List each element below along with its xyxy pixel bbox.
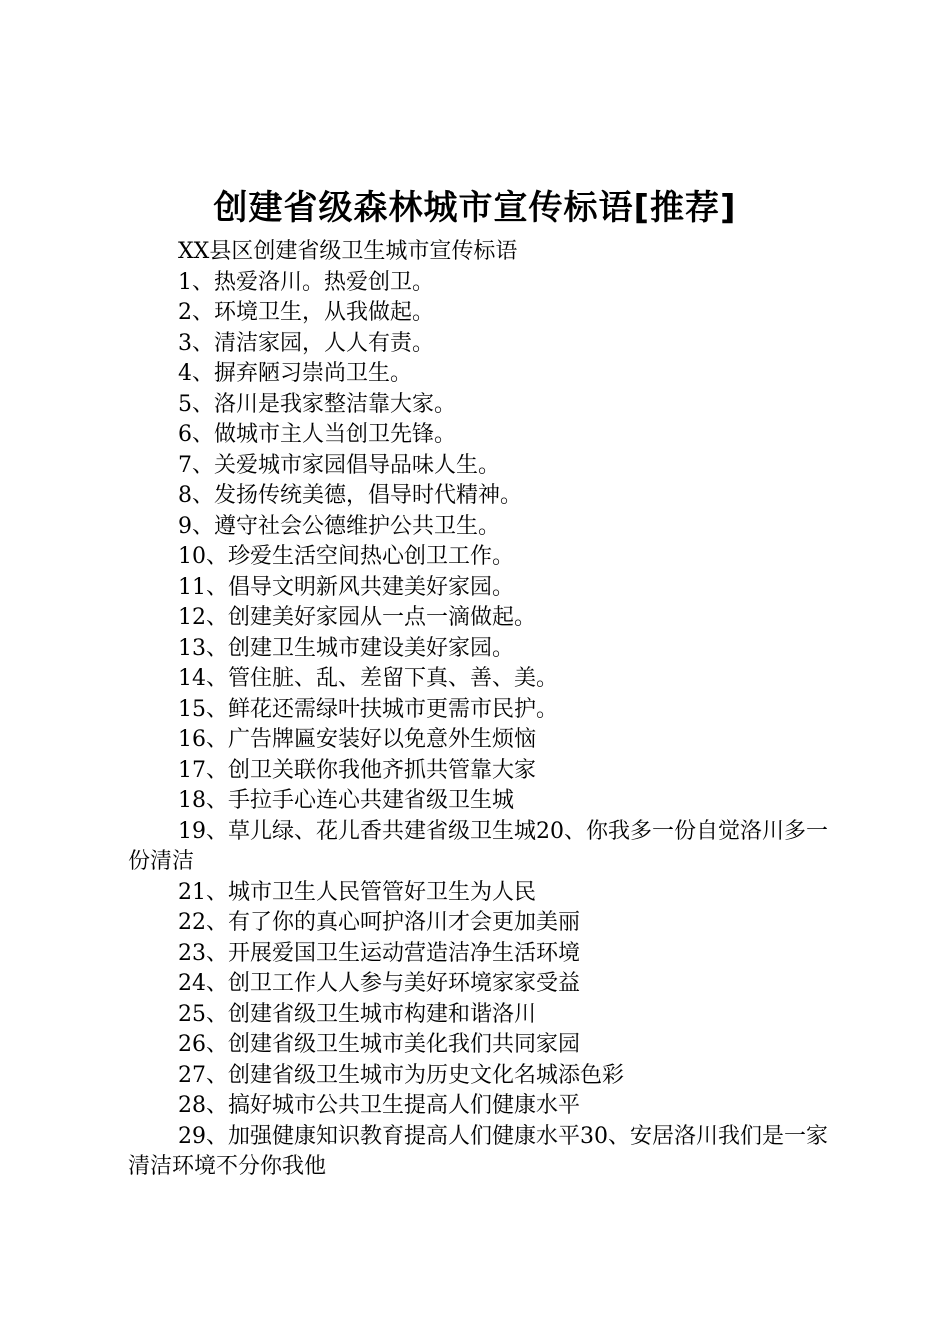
paragraph: 28、搞好城市公共卫生提高人们健康水平 bbox=[178, 1093, 580, 1118]
paragraph: 10、珍爱生活空间热心创卫工作。 bbox=[178, 544, 514, 569]
document-body bbox=[128, 237, 838, 1183]
paragraph: 11、倡导文明新风共建美好家园。 bbox=[178, 574, 514, 600]
paragraph: 12、创建美好家园从一点一滴做起。 bbox=[178, 605, 536, 630]
paragraph: 15、鲜花还需绿叶扶城市更需市民护。 bbox=[178, 696, 558, 722]
paragraph: 26、创建省级卫生城市美化我们共同家园 bbox=[178, 1032, 580, 1057]
paragraph: 5、洛川是我家整洁靠大家。 bbox=[178, 391, 456, 417]
paragraph: 25、创建省级卫生城市构建和谐洛川 bbox=[178, 1001, 536, 1027]
paragraph: 22、有了你的真心呵护洛川才会更加美丽 bbox=[178, 910, 580, 935]
paragraph: 8、发扬传统美德，倡导时代精神。 bbox=[178, 483, 522, 508]
paragraph: 9、遵守社会公德维护公共卫生。 bbox=[178, 513, 500, 539]
paragraph: 7、关爱城市家园倡导品味人生。 bbox=[178, 452, 500, 478]
paragraph: 6、做城市主人当创卫先锋。 bbox=[178, 422, 456, 447]
paragraph: XX县区创建省级卫生城市宣传标语 bbox=[178, 239, 518, 264]
paragraph: 14、管住脏、乱、差留下真、善、美。 bbox=[178, 666, 558, 691]
document-title: 创建省级森林城市宣传标语[推荐] bbox=[213, 188, 737, 228]
paragraph: 4、摒弃陋习崇尚卫生。 bbox=[178, 361, 412, 386]
paragraph: 1、热爱洛川。热爱创卫。 bbox=[178, 269, 434, 295]
paragraph: 2、环境卫生，从我做起。 bbox=[178, 300, 434, 325]
paragraph: 3、清洁家园，人人有责。 bbox=[178, 330, 434, 356]
paragraph: 18、手拉手心连心共建省级卫生城 bbox=[178, 788, 514, 813]
paragraph: 17、创卫关联你我他齐抓共管靠大家 bbox=[178, 757, 536, 783]
paragraph: 24、创卫工作人人参与美好环境家家受益 bbox=[178, 971, 580, 996]
paragraph: 19、草儿绿、花儿香共建省级卫生城20、你我多一份自觉洛川多一份清洁 bbox=[128, 818, 828, 874]
paragraph: 27、创建省级卫生城市为历史文化名城添色彩 bbox=[178, 1062, 624, 1088]
paragraph: 16、广告牌匾安装好以免意外生烦恼 bbox=[178, 727, 536, 752]
paragraph: 23、开展爱国卫生运动营造洁净生活环境 bbox=[178, 940, 580, 966]
paragraph: 13、创建卫生城市建设美好家园。 bbox=[178, 635, 514, 661]
paragraph: 21、城市卫生人民管管好卫生为人民 bbox=[178, 879, 536, 905]
paragraph: 29、加强健康知识教育提高人们健康水平30、安居洛川我们是一家清洁环境不分你我他 bbox=[128, 1123, 828, 1179]
